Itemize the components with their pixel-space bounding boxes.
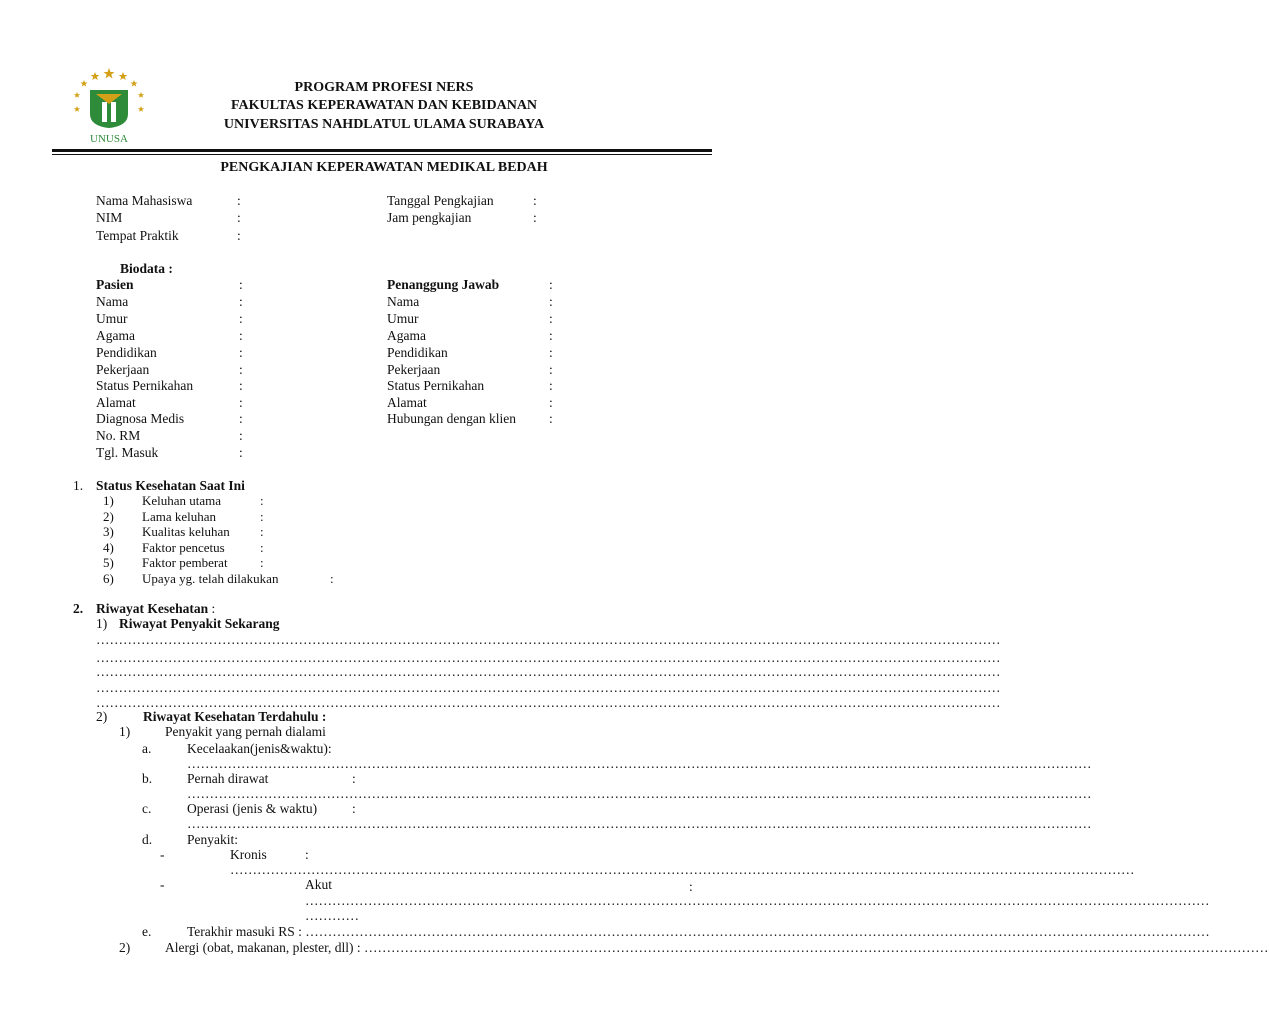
pj-field-label: Nama	[387, 294, 420, 309]
dotted-line[interactable]: …………………………………………………………………………………………………………………………………………………………………………………	[187, 786, 1092, 801]
colon: :	[549, 362, 553, 377]
item-letter: a.	[142, 741, 152, 756]
colon: :	[237, 210, 241, 225]
pj-field-label: Hubungan dengan klien	[387, 411, 516, 426]
pasien-field-label: Diagnosa Medis	[96, 411, 185, 426]
item-line	[187, 924, 1210, 940]
colon: :	[549, 294, 553, 309]
header-rule-thick	[52, 149, 712, 152]
colon: :	[260, 524, 264, 539]
pj-field-label: Alamat	[387, 395, 427, 410]
logo-text: UNUSA	[90, 133, 128, 145]
item-label: Akut	[305, 877, 332, 892]
identity-label: Nama Mahasiswa	[96, 193, 193, 208]
item-number: 3)	[103, 524, 114, 539]
item-number: 2)	[119, 940, 131, 955]
colon: :	[549, 311, 553, 326]
colon: :	[689, 879, 693, 894]
pj-field-label: Status Pernikahan	[387, 378, 485, 393]
section-number: 2.	[73, 601, 84, 616]
item-number: 1)	[119, 724, 131, 739]
dotted-line[interactable]: …………………………………………………………………………………………………………………………………………………………………………………	[230, 862, 1135, 877]
colon: :	[260, 509, 264, 524]
colon: :	[239, 277, 243, 292]
section-title: Riwayat Kesehatan	[96, 601, 209, 616]
header-line-3: UNIVERSITAS NAHDLATUL ULAMA SURABAYA	[223, 117, 545, 132]
item-letter: d.	[142, 832, 153, 847]
colon: :	[549, 328, 553, 343]
colon: :	[239, 395, 243, 410]
dash: -	[160, 877, 165, 892]
colon: :	[533, 193, 537, 208]
colon: :	[239, 378, 243, 393]
pasien-field-label: Alamat	[96, 395, 136, 410]
pasien-heading: Pasien	[96, 277, 134, 292]
item-label: Kualitas keluhan	[142, 524, 230, 539]
sub-number: 2)	[96, 709, 108, 724]
identity-label: Jam pengkajian	[387, 210, 472, 225]
colon: :	[239, 362, 243, 377]
colon: :	[352, 771, 356, 786]
pj-field-label: Pendidikan	[387, 345, 448, 360]
pasien-field-label: Tgl. Masuk	[96, 445, 159, 460]
item-label: Penyakit yang pernah dialami	[165, 724, 326, 739]
colon: :	[239, 428, 243, 443]
section-number: 1.	[73, 478, 84, 493]
item-label: Faktor pencetus	[142, 540, 225, 555]
item-label: Kronis	[230, 847, 267, 862]
sub-title: Riwayat Kesehatan Terdahulu :	[143, 709, 327, 724]
colon: :	[237, 228, 241, 243]
item-number: 1)	[103, 493, 114, 508]
pasien-field-label: Status Pernikahan	[96, 378, 194, 393]
dash: -	[160, 847, 165, 862]
colon: :	[260, 493, 264, 508]
dotted-line[interactable]: …………………………………………………………………………………………………………………………………………………………………………………	[187, 816, 1092, 831]
item-label: Keluhan utama	[142, 493, 222, 508]
colon: :	[549, 277, 553, 292]
colon: :	[549, 378, 553, 393]
colon: :	[260, 555, 264, 570]
header-line-1: PROGRAM PROFESI NERS	[294, 80, 474, 95]
pasien-field-label: Umur	[96, 311, 128, 326]
dotted-line[interactable]: …………………………………………………………………………………………………………………………………………………………………………………	[305, 893, 1210, 908]
item-label: Pernah dirawat	[187, 771, 269, 786]
pasien-field-label: No. RM	[96, 428, 141, 443]
colon: :	[549, 345, 553, 360]
identity-label: Tempat Praktik	[96, 228, 179, 243]
dotted-line[interactable]: …………………………………………………………………………………………………………………………………………………………………………………	[96, 695, 1001, 710]
sub-title: Riwayat Penyakit Sekarang	[119, 616, 280, 631]
section-title-wrap	[96, 601, 215, 617]
item-label: Terakhir masuki RS :	[187, 924, 306, 939]
colon: :	[352, 801, 356, 816]
dotted-line[interactable]: …………………………………………………………………………………………………………………………………………………………………………………	[305, 924, 1210, 939]
item-letter: c.	[142, 801, 152, 816]
item-label: Operasi (jenis & waktu)	[187, 801, 318, 816]
identity-label: NIM	[96, 210, 123, 225]
item-letter: b.	[142, 771, 153, 786]
colon: :	[239, 294, 243, 309]
colon: :	[239, 445, 243, 460]
dotted-line[interactable]: …………………………………………………………………………………………………………………………………………………………………………………	[96, 664, 1001, 679]
item-line	[165, 940, 1269, 956]
item-label: Faktor pemberat	[142, 555, 228, 570]
colon: :	[260, 540, 264, 555]
biodata-heading: Biodata :	[120, 261, 173, 276]
sub-number: 1)	[96, 616, 108, 631]
item-number: 6)	[103, 571, 114, 586]
dotted-line[interactable]: …………………………………………………………………………………………………………………………………………………………………………………	[96, 680, 1001, 695]
item-number: 4)	[103, 540, 114, 555]
item-label: Alergi (obat, makanan, plester, dll) :	[165, 940, 365, 955]
dotted-line[interactable]: …………………………………………………………………………………………………………………………………………………………………………………	[96, 650, 1001, 665]
colon: :	[239, 311, 243, 326]
pj-field-label: Agama	[387, 328, 426, 343]
colon: :	[305, 847, 309, 862]
pasien-field-label: Pekerjaan	[96, 362, 150, 377]
dotted-line[interactable]: …………………………………………………………………………………………………………………………………………………………………………………	[187, 756, 1092, 771]
colon: :	[549, 411, 553, 426]
penanggung-jawab-heading: Penanggung Jawab	[387, 277, 500, 292]
item-label: Upaya yg. telah dilakukan	[142, 571, 279, 586]
colon: :	[533, 210, 537, 225]
colon: :	[239, 345, 243, 360]
pasien-field-label: Nama	[96, 294, 129, 309]
colon: :	[239, 328, 243, 343]
pasien-field-label: Pendidikan	[96, 345, 157, 360]
dotted-line-tail[interactable]: …………	[305, 908, 359, 923]
dotted-line[interactable]: …………………………………………………………………………………………………………………………………………………………………………………	[364, 940, 1269, 955]
colon: :	[239, 411, 243, 426]
section-title: Status Kesehatan Saat Ini	[96, 478, 245, 493]
item-label: Lama keluhan	[142, 509, 216, 524]
item-label: Penyakit:	[187, 832, 238, 847]
colon: :	[330, 571, 334, 586]
section-title-suffix: :	[208, 601, 216, 616]
pasien-field-label: Agama	[96, 328, 135, 343]
dotted-line[interactable]: …………………………………………………………………………………………………………………………………………………………………………………	[96, 632, 1001, 647]
item-number: 2)	[103, 509, 114, 524]
identity-label: Tanggal Pengkajian	[387, 193, 494, 208]
item-letter: e.	[142, 924, 152, 939]
form-title: PENGKAJIAN KEPERAWATAN MEDIKAL BEDAH	[220, 160, 548, 175]
header-rule-thin	[52, 154, 712, 155]
header-line-2: FAKULTAS KEPERAWATAN DAN KEBIDANAN	[230, 98, 538, 113]
pj-field-label: Pekerjaan	[387, 362, 441, 377]
item-number: 5)	[103, 555, 114, 570]
item-label: Kecelaakan(jenis&waktu):	[187, 741, 332, 756]
colon: :	[549, 395, 553, 410]
colon: :	[237, 193, 241, 208]
pj-field-label: Umur	[387, 311, 419, 326]
